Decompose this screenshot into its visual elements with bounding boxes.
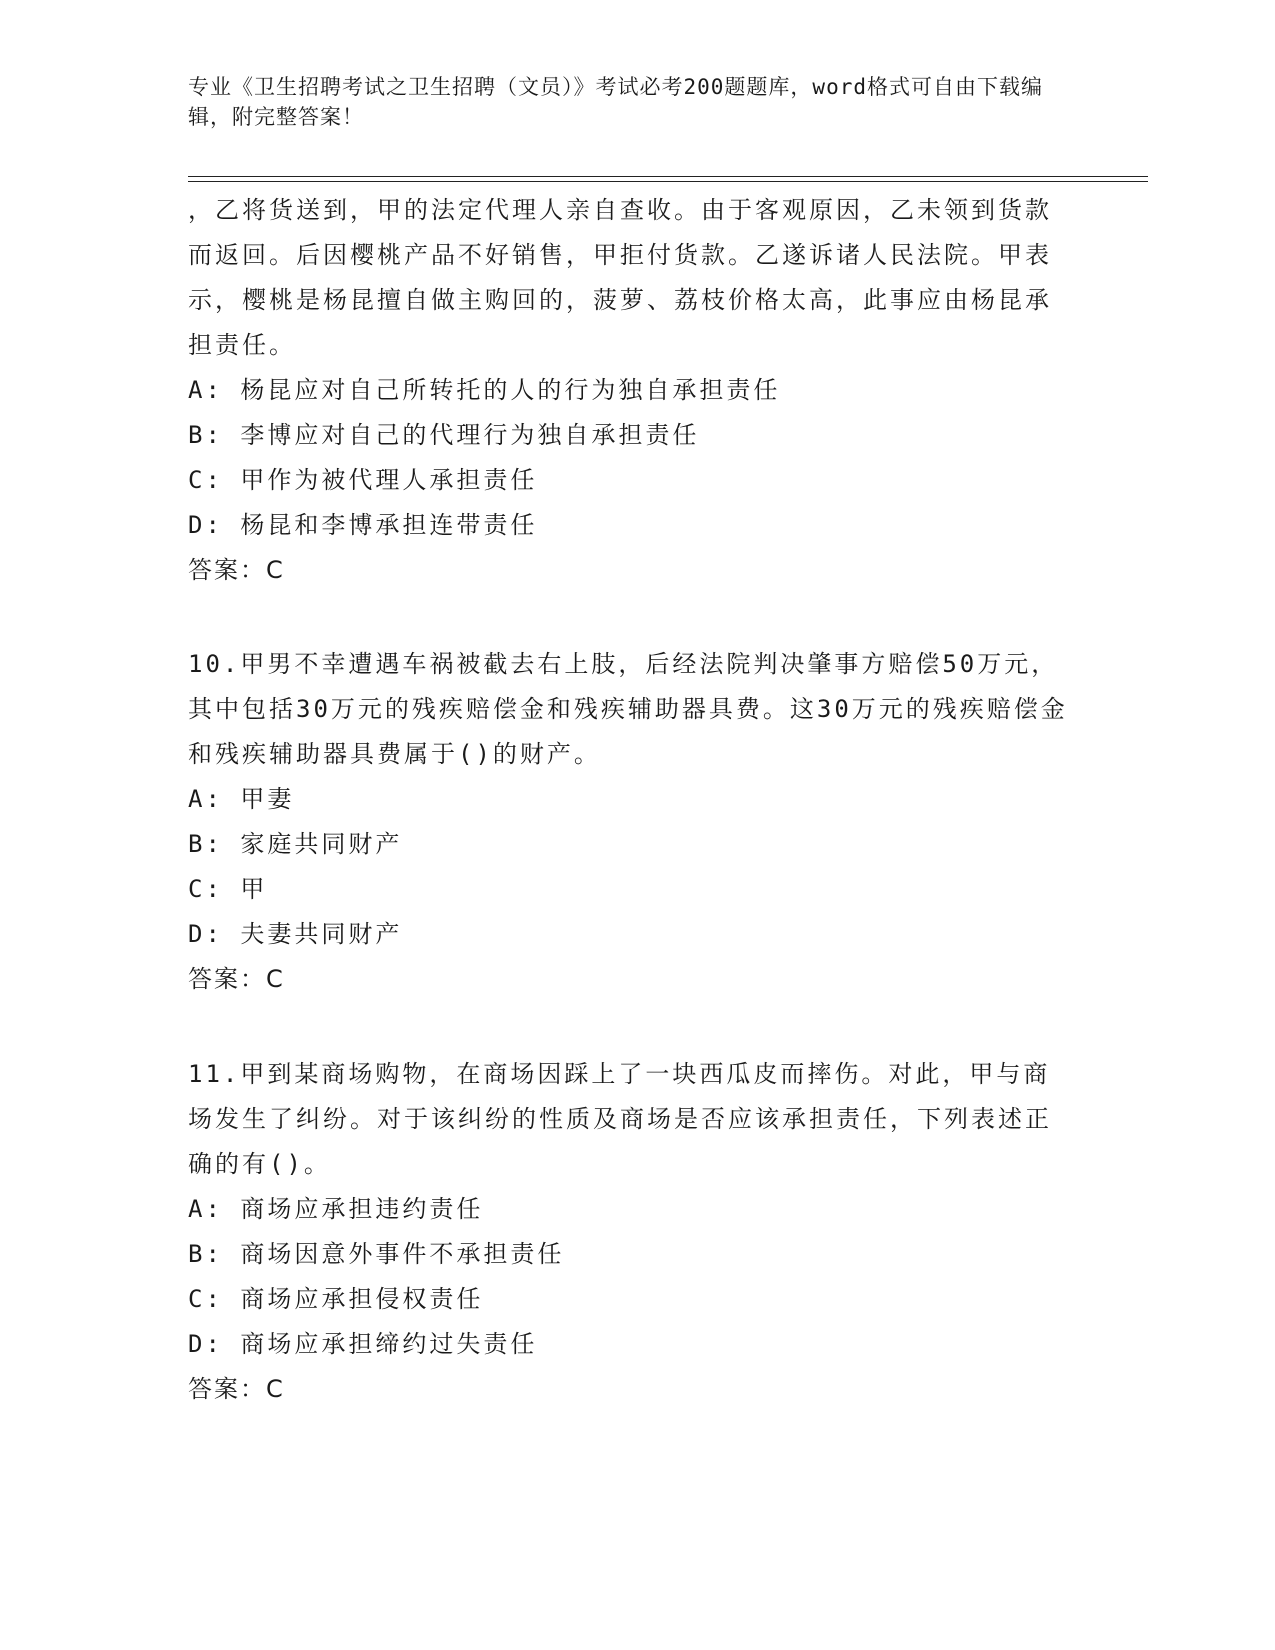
question-block — [188, 1052, 1068, 1412]
option-c: C: 商场应承担侵权责任 — [188, 1285, 484, 1313]
question-stem: 11.甲到某商场购物，在商场因踩上了一块西瓜皮而摔伤。对此，甲与商场发生了纠纷。对于该纠纷的性质及商场是否应该承担责任，下列表述正确的有()。 — [188, 1060, 1052, 1178]
option-b: B: 家庭共同财产 — [188, 830, 403, 858]
option-c: C: 甲作为被代理人承担责任 — [188, 466, 538, 494]
answer-line: 答案：C — [188, 965, 285, 993]
answer-line: 答案：C — [188, 1375, 285, 1403]
option-a: A: 商场应承担违约责任 — [188, 1195, 484, 1223]
question-block — [188, 642, 1068, 1002]
option-d: D: 商场应承担缔约过失责任 — [188, 1330, 538, 1358]
document-header: 专业《卫生招聘考试之卫生招聘（文员）》考试必考200题题库，word格式可自由下载编辑，附完整答案！ — [188, 75, 1043, 129]
header-divider-top — [188, 176, 1148, 177]
option-b: B: 李博应对自己的代理行为独自承担责任 — [188, 421, 700, 449]
question-stem: 10.甲男不幸遭遇车祸被截去右上肢，后经法院判决肇事方赔偿50万元，其中包括30万元的残疾赔偿金和残疾辅助器具费。这30万元的残疾赔偿金和残疾辅助器具费属于()的财产。 — [188, 650, 1068, 768]
header-divider-bottom — [188, 181, 1148, 182]
option-d: D: 夫妻共同财产 — [188, 920, 403, 948]
question-block — [188, 188, 1068, 593]
option-c: C: 甲 — [188, 875, 268, 903]
option-d: D: 杨昆和李博承担连带责任 — [188, 511, 538, 539]
question-stem: ，乙将货送到，甲的法定代理人亲自查收。由于客观原因，乙未领到货款而返回。后因樱桃产品不好销售，甲拒付货款。乙遂诉诸人民法院。甲表示，樱桃是杨昆擅自做主购回的，菠萝、荔枝价格太高，此事应由杨昆承担责任。 — [188, 196, 1052, 359]
option-a: A: 甲妻 — [188, 785, 295, 813]
option-b: B: 商场因意外事件不承担责任 — [188, 1240, 565, 1268]
answer-line: 答案：C — [188, 556, 285, 584]
option-a: A: 杨昆应对自己所转托的人的行为独自承担责任 — [188, 376, 781, 404]
